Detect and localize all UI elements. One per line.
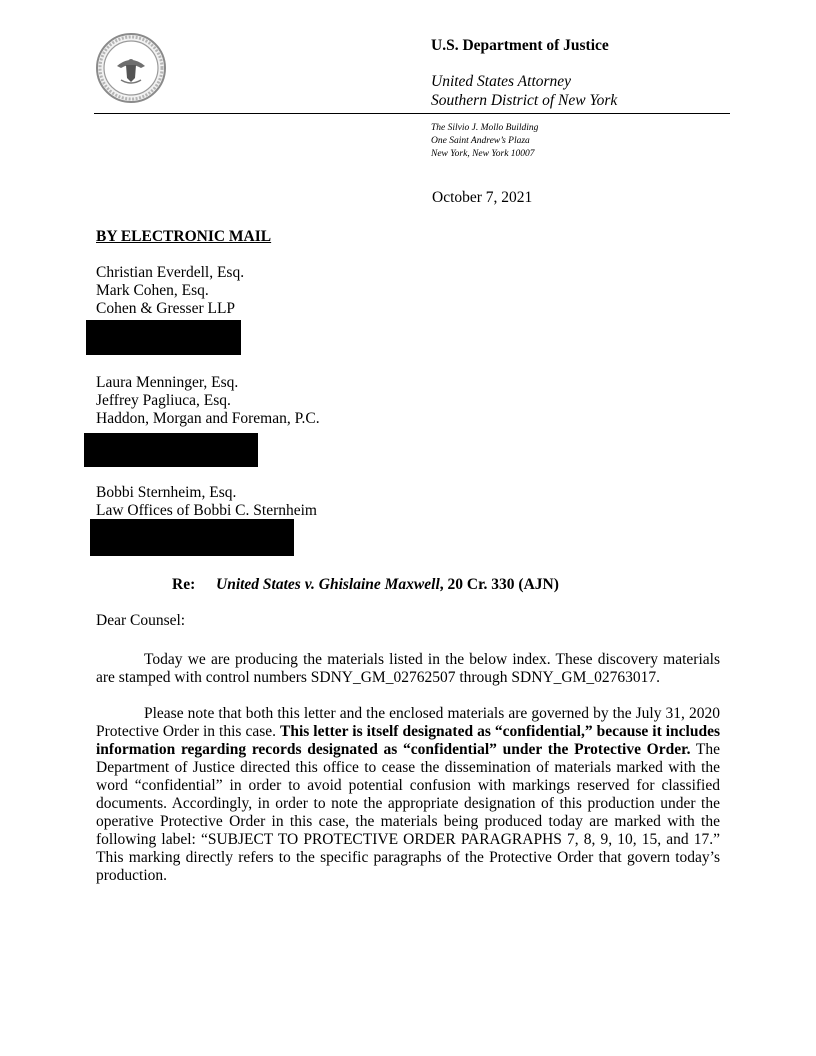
address-line-1: The Silvio J. Mollo Building [431, 123, 539, 133]
body-paragraph-1 [96, 651, 720, 687]
department-name: U.S. Department of Justice [431, 37, 609, 54]
recipient-3-line-2: Law Offices of Bobbi C. Sternheim [96, 502, 317, 519]
doj-seal-icon [95, 32, 167, 104]
office-line-1: United States Attorney [431, 73, 572, 90]
case-number: , 20 Cr. 330 (AJN) [439, 576, 559, 593]
redaction-box [86, 320, 241, 355]
address-line-3: New York, New York 10007 [431, 149, 535, 159]
body-paragraph-2-rest: The Department of Justice directed this office to cease the dissemination of materials marked with the word “confidential” in order to avoid potential confusion with markings reserved for classified documents. Accordingly, in order to note the appropriate designation of this production under the operative Protective Order in this case, the materials being produced today are marked with the following label: “SUBJECT TO PROTECTIVE ORDER PARAGRAPHS 7, 8, 9, 10, 15, and 17.” This marking directly refers to the specific paragraphs of the Protective Order that govern today’s production. [96, 741, 720, 884]
confidentiality-notice: This letter is itself designated as “confidential,” because it includes information regarding records designated as “confidential” under the Protective Order. [96, 723, 720, 758]
recipient-1-line-2: Mark Cohen, Esq. [96, 282, 209, 299]
case-name: United States v. Ghislaine Maxwell [216, 576, 440, 593]
recipient-2-line-2: Jeffrey Pagliuca, Esq. [96, 392, 231, 409]
re-label: Re: [172, 576, 196, 593]
office-line-2: Southern District of New York [431, 92, 618, 109]
body-paragraph-2-intro: Please note that both this letter and the enclosed materials are governed by the July 31, 2020 Protective Order in this case. [96, 705, 720, 740]
redaction-box [84, 433, 258, 467]
recipient-3-line-1: Bobbi Sternheim, Esq. [96, 484, 237, 501]
salutation: Dear Counsel: [96, 612, 186, 629]
letter-date: October 7, 2021 [432, 189, 533, 206]
redaction-box [90, 519, 294, 556]
header-divider [94, 113, 730, 114]
recipient-1-line-3: Cohen & Gresser LLP [96, 300, 236, 317]
recipient-2-line-1: Laura Menninger, Esq. [96, 374, 239, 391]
delivery-method: BY ELECTRONIC MAIL [96, 228, 272, 245]
address-line-2: One Saint Andrew’s Plaza [431, 136, 530, 146]
recipient-2-line-3: Haddon, Morgan and Foreman, P.C. [96, 410, 320, 427]
recipient-1-line-1: Christian Everdell, Esq. [96, 264, 245, 281]
body-paragraph-1-text: Today we are producing the materials listed in the below index. These discovery materials are stamped with control numbers SDNY_GM_02762507 through SDNY_GM_02763017. [96, 651, 720, 686]
re-line [172, 576, 559, 594]
body-paragraph-2 [96, 705, 720, 885]
